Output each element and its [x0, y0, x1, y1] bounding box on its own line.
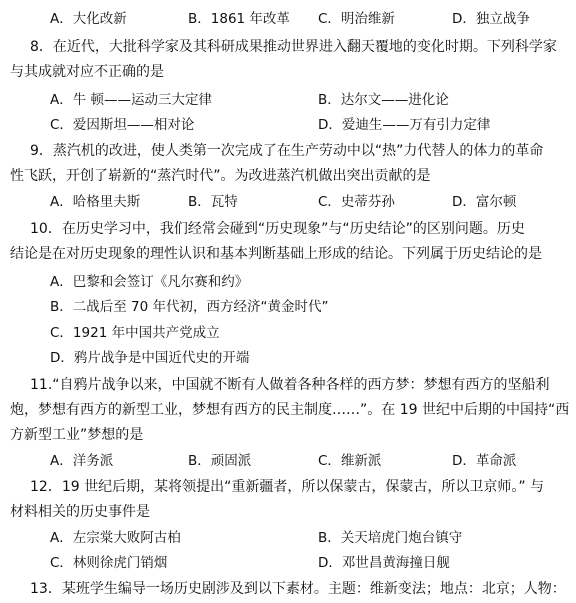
q9-stem-line2: 性飞跃，开创了崭新的“蒸汽时代”。为改进蒸汽机做出突出贡献的是	[10, 168, 431, 184]
q12-stem-line1: 12．19 世纪后期，某将领提出“重新疆者，所以保蒙古，保蒙古，所以卫京师。” 与	[30, 479, 545, 495]
q10-option-d: D．鸦片战争是中国近代史的开端	[50, 350, 250, 366]
q7-option-a: A．大化改新	[50, 11, 127, 27]
q7-option-b: B．1861 年改革	[188, 11, 290, 27]
q9-option-c: C．史蒂芬孙	[318, 194, 395, 210]
q8-stem-line1: 8．在近代，大批科学家及其科研成果推动世界进入翻天覆地的变化时期。下列科学家	[30, 39, 557, 55]
q9-option-d: D．富尔顿	[452, 194, 517, 210]
q7-option-c: C．明治维新	[318, 11, 395, 27]
q9-option-b: B．瓦特	[188, 194, 238, 210]
q13-stem-line1: 13．某班学生编导一场历史剧涉及到以下素材。主题：维新变法；地点：北京；人物：	[30, 581, 566, 597]
q8-option-c: C．爱因斯坦——相对论	[50, 117, 195, 133]
q12-option-a: A．左宗棠大败阿古柏	[50, 530, 181, 546]
q12-stem-line2: 材料相关的历史事件是	[10, 504, 150, 520]
q11-option-d: D．革命派	[452, 453, 517, 469]
q10-stem-line2: 结论是在对历史现象的理性认识和基本判断基础上形成的结论。下列属于历史结论的是	[10, 246, 542, 262]
q10-option-c: C．1921 年中国共产党成立	[50, 325, 220, 341]
q9-stem-line1: 9．蒸汽机的改进，使人类第一次完成了在生产劳动中以“热”力代替人的体力的革命	[30, 143, 544, 159]
q11-option-a: A．洋务派	[50, 453, 114, 469]
q8-option-d: D．爱迪生——万有引力定律	[318, 117, 491, 133]
q8-option-a: A．牛 顿——运动三大定律	[50, 92, 213, 108]
q11-stem-line3: 方新型工业”梦想的是	[10, 427, 144, 443]
q12-option-c: C．林则徐虎门销烟	[50, 555, 168, 571]
q8-stem-line2: 与其成就对应不正确的是	[10, 64, 164, 80]
q11-stem-line2: 炮，梦想有西方的新型工业，梦想有西方的民主制度……”。在 19 世纪中后期的中国持“西	[10, 402, 570, 418]
q10-option-b: B．二战后至 70 年代初，西方经济“黄金时代”	[50, 299, 329, 315]
q10-option-a: A．巴黎和会签订《凡尔赛和约》	[50, 274, 249, 290]
q12-option-d: D．邓世昌黄海撞日舰	[318, 555, 450, 571]
q7-option-d: D．独立战争	[452, 11, 530, 27]
q11-option-b: B．顽固派	[188, 453, 252, 469]
q9-option-a: A．哈格里夫斯	[50, 194, 141, 210]
q10-stem-line1: 10．在历史学习中，我们经常会碰到“历史现象”与“历史结论”的区别问题。历史	[30, 221, 525, 237]
q11-stem-line1: 11.“自鸦片战争以来，中国就不断有人做着各种各样的西方梦：梦想有西方的坚船利	[30, 377, 550, 393]
q8-option-b: B．达尔文——进化论	[318, 92, 449, 108]
q12-option-b: B．关天培虎门炮台镇守	[318, 530, 463, 546]
q11-option-c: C．维新派	[318, 453, 382, 469]
